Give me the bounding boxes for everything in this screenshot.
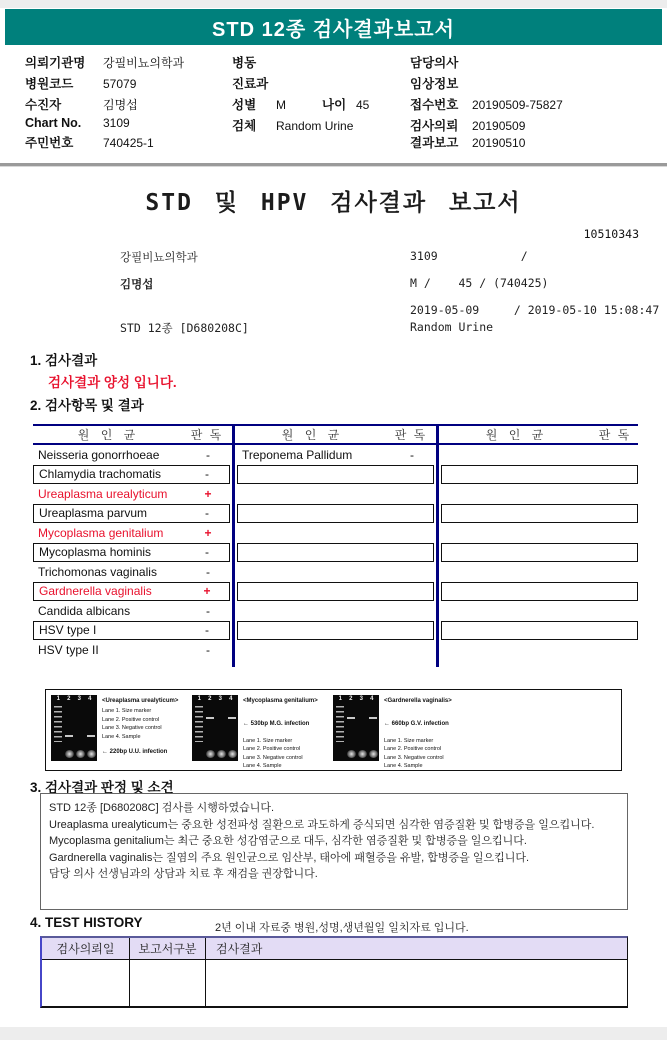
info-label: 접수번호 — [410, 98, 459, 112]
results-group — [33, 445, 230, 660]
result-value: + — [204, 486, 212, 501]
report-number: 10510343 — [583, 227, 639, 241]
info-value: 3109 — [103, 116, 130, 130]
pathogen-column-label: 원 인 균 — [77, 428, 140, 442]
info-label: 진료과 — [232, 77, 269, 91]
info-label: 병동 — [232, 56, 257, 70]
gel-band-mark — [347, 717, 355, 719]
gel-blob — [217, 750, 226, 758]
result-value: - — [205, 545, 209, 560]
info-row — [232, 74, 407, 91]
patient-info-column-middle — [232, 53, 407, 133]
opinion-line: Gardnerella vaginalis는 질염의 주요 원인균으로 임산부, 태아에 패혈증을 유발, 합병증을 일으킵니다. — [49, 851, 530, 864]
table-row — [441, 640, 638, 660]
table-row — [237, 601, 434, 621]
history-body-cell — [130, 960, 206, 1006]
gel-lane-label: Lane 1. Size marker — [102, 708, 152, 715]
info-label: Chart No. — [25, 116, 82, 130]
section4-heading: 4. TEST HISTORY — [30, 915, 143, 930]
history-header-cell: 검사결과 — [216, 942, 263, 956]
pathogen-name: HSV type II — [38, 642, 99, 657]
gel-ladder — [195, 706, 203, 742]
table-row — [33, 465, 230, 485]
column-divider — [434, 445, 441, 660]
table-row — [441, 445, 638, 465]
gel-lane-label: Lane 4. Sample — [102, 733, 141, 740]
section1-heading: 1. 검사결과 — [30, 353, 98, 368]
table-row — [441, 562, 638, 582]
info-label: 나이 — [322, 98, 347, 112]
gel-panel — [192, 695, 325, 770]
info-row — [410, 116, 660, 133]
info-label: 수진자 — [25, 98, 62, 112]
gel-blob — [76, 750, 85, 758]
result-column-label: 판 독 — [190, 428, 224, 442]
gel-lane-numbers — [51, 695, 97, 702]
pathogen-name: Treponema Pallidum — [242, 447, 353, 462]
lane-number: 2 — [349, 696, 353, 702]
results-table-body — [33, 445, 638, 660]
meta-clinic: 강필비뇨의학과 — [120, 250, 198, 264]
gel-title: <Gardnerella vaginalis> — [384, 698, 452, 704]
result-value: - — [410, 447, 414, 462]
table-row — [33, 640, 230, 660]
info-row — [232, 116, 407, 133]
patient-info-column-left — [25, 53, 230, 150]
gel-band-label: ← 660bp G.V. infection — [384, 721, 449, 728]
table-row — [33, 504, 230, 524]
history-body-cell — [206, 960, 627, 1006]
info-label: 검체 — [232, 119, 257, 133]
gel-annotation — [243, 695, 325, 770]
info-row — [410, 95, 660, 112]
info-row — [25, 116, 230, 130]
meta-specimen: Random Urine — [410, 320, 494, 334]
table-row — [237, 621, 434, 641]
info-label: 의뢰기관명 — [25, 56, 86, 70]
gel-blob — [369, 750, 378, 758]
pathogen-name: HSV type I — [39, 623, 97, 638]
table-row — [441, 621, 638, 641]
bottom-margin-strip — [0, 1027, 667, 1040]
table-row — [33, 601, 230, 621]
test-history-table — [40, 936, 628, 1008]
table-row — [441, 484, 638, 504]
report-header-title: STD 12종 검사결과보고서 — [212, 18, 455, 41]
gel-lane-label: Lane 2. Positive control — [243, 746, 301, 753]
section2-heading: 2. 검사항목 및 결과 — [30, 398, 144, 413]
info-value: 김명섭 — [103, 98, 138, 112]
gel-title: <Ureaplasma urealyticum> — [102, 698, 179, 704]
info-value: 740425-1 — [103, 136, 154, 150]
pathogen-name: Mycoplasma genitalium — [38, 525, 164, 540]
results-group-header — [237, 426, 434, 443]
results-table-header — [33, 424, 638, 445]
column-divider — [230, 445, 237, 660]
table-row — [237, 562, 434, 582]
pathogen-name: Neisseria gonorrhoeae — [38, 447, 160, 462]
info-label: 임상정보 — [410, 77, 459, 91]
info-label: 성별 — [232, 98, 257, 112]
pathogen-name: Chlamydia trachomatis — [39, 467, 162, 482]
gel-band-mark — [87, 735, 95, 737]
lane-number: 2 — [208, 696, 212, 702]
info-label: 주민번호 — [25, 136, 74, 150]
table-row — [237, 523, 434, 543]
meta-chart-line: 3109 / — [410, 249, 528, 263]
lane-number: 4 — [88, 696, 92, 702]
table-row — [33, 582, 230, 602]
gel-blob — [228, 750, 237, 758]
info-label: 병원코드 — [25, 77, 74, 91]
lane-number: 4 — [229, 696, 233, 702]
gel-lane-label: Lane 1. Size marker — [243, 737, 293, 744]
table-row — [33, 523, 230, 543]
gel-blob — [347, 750, 356, 758]
gel-panel — [51, 695, 184, 770]
info-row — [410, 74, 660, 91]
gel-lane-label: Lane 3. Negative control — [384, 754, 444, 761]
table-row — [237, 445, 434, 465]
pathogen-name: Ureaplasma urealyticum — [38, 486, 168, 501]
gel-band-label: ← 530bp M.G. infection — [243, 721, 310, 728]
info-label: 검사의뢰 — [410, 119, 459, 133]
info-value: Random Urine — [276, 119, 354, 133]
info-row — [410, 133, 660, 150]
table-row — [441, 523, 638, 543]
opinion-line: Ureaplasma urealyticum는 중요한 성전파성 질환으로 과도하게 증식되면 심각한 염증질환 및 합병증을 일으킵니다. — [49, 818, 595, 831]
pathogen-column-label: 원 인 균 — [281, 428, 344, 442]
table-row — [33, 445, 230, 465]
meta-dates-line: 2019-05-09 / 2019-05-10 15:08:47 — [410, 303, 660, 317]
info-value: 강필비뇨의학과 — [103, 56, 185, 70]
top-margin-strip — [0, 0, 667, 8]
gel-lane-label: Lane 1. Size marker — [384, 737, 434, 744]
table-row — [441, 543, 638, 563]
table-row — [441, 601, 638, 621]
info-value: 45 — [356, 98, 370, 112]
table-row — [237, 504, 434, 524]
gel-band-label: ← 220bp U.U. infection — [102, 749, 168, 756]
result-value: - — [205, 623, 209, 638]
gel-band-mark — [206, 717, 214, 719]
gel-image-strip — [45, 689, 622, 771]
lane-number: 1 — [56, 696, 60, 702]
patient-info-column-right — [410, 53, 660, 150]
history-note: 2년 이내 자료중 병원,성명,생년월일 일치자료 입니다. — [215, 922, 469, 934]
gel-lane-labels — [243, 737, 325, 771]
table-row — [237, 465, 434, 485]
gel-lane-labels — [102, 707, 184, 741]
info-row — [25, 133, 230, 150]
history-body-cell — [42, 960, 130, 1006]
report-header-bar — [5, 9, 662, 45]
results-table — [33, 424, 638, 660]
meta-demographics-line: M / 45 / (740425) — [410, 276, 549, 290]
meta-test-name: STD 12종 [D680208C] — [120, 321, 249, 335]
gel-lane-numbers — [333, 695, 379, 702]
gel-lane-label: Lane 4. Sample — [384, 763, 423, 770]
history-header-row — [42, 938, 627, 960]
info-row — [25, 95, 230, 112]
results-group — [237, 445, 434, 660]
gel-band-mark — [228, 717, 236, 719]
result-value: + — [203, 584, 211, 599]
info-label: 결과보고 — [410, 136, 459, 150]
gel-lane-label: Lane 2. Positive control — [102, 716, 160, 723]
history-body-row — [42, 960, 627, 1006]
gel-blob — [358, 750, 367, 758]
result-value: - — [206, 642, 210, 657]
gel-lane-label: Lane 4. Sample — [243, 763, 282, 770]
lane-number: 3 — [218, 696, 222, 702]
info-label: 담당의사 — [410, 56, 459, 70]
opinion-line: STD 12종 [D680208C] 검사를 시행하였습니다. — [49, 802, 275, 814]
gel-image — [333, 695, 379, 761]
lane-number: 2 — [67, 696, 71, 702]
gel-image — [51, 695, 97, 761]
pathogen-name: Trichomonas vaginalis — [38, 564, 157, 579]
gel-annotation — [102, 695, 184, 770]
info-row — [25, 74, 230, 91]
opinion-box — [40, 793, 628, 910]
history-header-cell: 보고서구분 — [130, 938, 206, 959]
table-row — [237, 582, 434, 602]
info-row — [232, 95, 407, 112]
gel-blob — [65, 750, 74, 758]
info-value: M — [276, 98, 286, 112]
info-row — [232, 53, 407, 70]
gel-title: <Mycoplasma genitalium> — [243, 698, 318, 704]
gel-ladder — [336, 706, 344, 742]
section3-heading: 3. 검사결과 판정 및 소견 — [30, 780, 174, 795]
table-row — [441, 465, 638, 485]
gel-panel — [333, 695, 466, 770]
report-title: STD 및 HPV 검사결과 보고서 — [145, 190, 522, 216]
table-row — [237, 640, 434, 660]
opinion-line: 담당 의사 선생님과의 상담과 치료 후 재검을 권장합니다. — [49, 868, 318, 880]
info-row — [410, 53, 660, 70]
gel-lane-label: Lane 2. Positive control — [384, 746, 442, 753]
opinion-line: Mycoplasma genitalium는 최근 중요한 성감염군으로 대두, 심각한 염증질환 및 합병증을 일으킵니다. — [49, 835, 527, 847]
table-row — [441, 504, 638, 524]
pathogen-name: Ureaplasma parvum — [39, 506, 148, 521]
gel-lane-label: Lane 3. Negative control — [243, 754, 303, 761]
gel-lane-numbers — [192, 695, 238, 702]
result-value: - — [206, 564, 210, 579]
lane-number: 3 — [77, 696, 81, 702]
result-value: - — [206, 447, 210, 462]
table-row — [33, 543, 230, 563]
lane-number: 1 — [197, 696, 201, 702]
gel-ladder — [54, 706, 62, 742]
table-row — [237, 543, 434, 563]
gel-lane-labels — [384, 737, 466, 771]
gel-annotation — [384, 695, 466, 770]
meta-patient-name: 김명섭 — [120, 277, 154, 291]
result-value: - — [206, 603, 210, 618]
lane-number: 1 — [338, 696, 342, 702]
lane-number: 3 — [359, 696, 363, 702]
results-group — [441, 445, 638, 660]
column-divider — [434, 426, 441, 443]
overall-result-text: 검사결과 양성 입니다. — [48, 375, 177, 390]
gel-blob — [87, 750, 96, 758]
table-row — [237, 484, 434, 504]
table-row — [33, 621, 230, 641]
pathogen-name: Gardnerella vaginalis — [39, 584, 152, 599]
table-row — [33, 562, 230, 582]
result-column-label: 판 독 — [394, 428, 428, 442]
results-group-header — [33, 426, 230, 443]
info-value: 20190509-75827 — [472, 98, 563, 112]
gel-image — [192, 695, 238, 761]
gel-band-mark — [65, 735, 73, 737]
info-value: 57079 — [103, 77, 137, 91]
result-value: + — [204, 525, 212, 540]
pathogen-name: Candida albicans — [38, 603, 131, 618]
info-value: 20190509 — [472, 119, 526, 133]
gel-blob — [206, 750, 215, 758]
table-row — [33, 484, 230, 504]
pathogen-name: Mycoplasma hominis — [39, 545, 152, 560]
result-value: - — [205, 506, 209, 521]
lane-number: 4 — [370, 696, 374, 702]
result-column-label: 판 독 — [598, 428, 632, 442]
result-value: - — [205, 467, 209, 482]
header-divider-line — [0, 163, 667, 167]
gel-band-mark — [369, 717, 377, 719]
pathogen-column-label: 원 인 균 — [485, 428, 548, 442]
table-row — [441, 582, 638, 602]
gel-lane-label: Lane 3. Negative control — [102, 725, 162, 732]
column-divider — [230, 426, 237, 443]
info-value: 20190510 — [472, 136, 526, 150]
info-row — [25, 53, 230, 70]
history-header-cell: 검사의뢰일 — [42, 938, 130, 959]
results-group-header — [441, 426, 638, 443]
